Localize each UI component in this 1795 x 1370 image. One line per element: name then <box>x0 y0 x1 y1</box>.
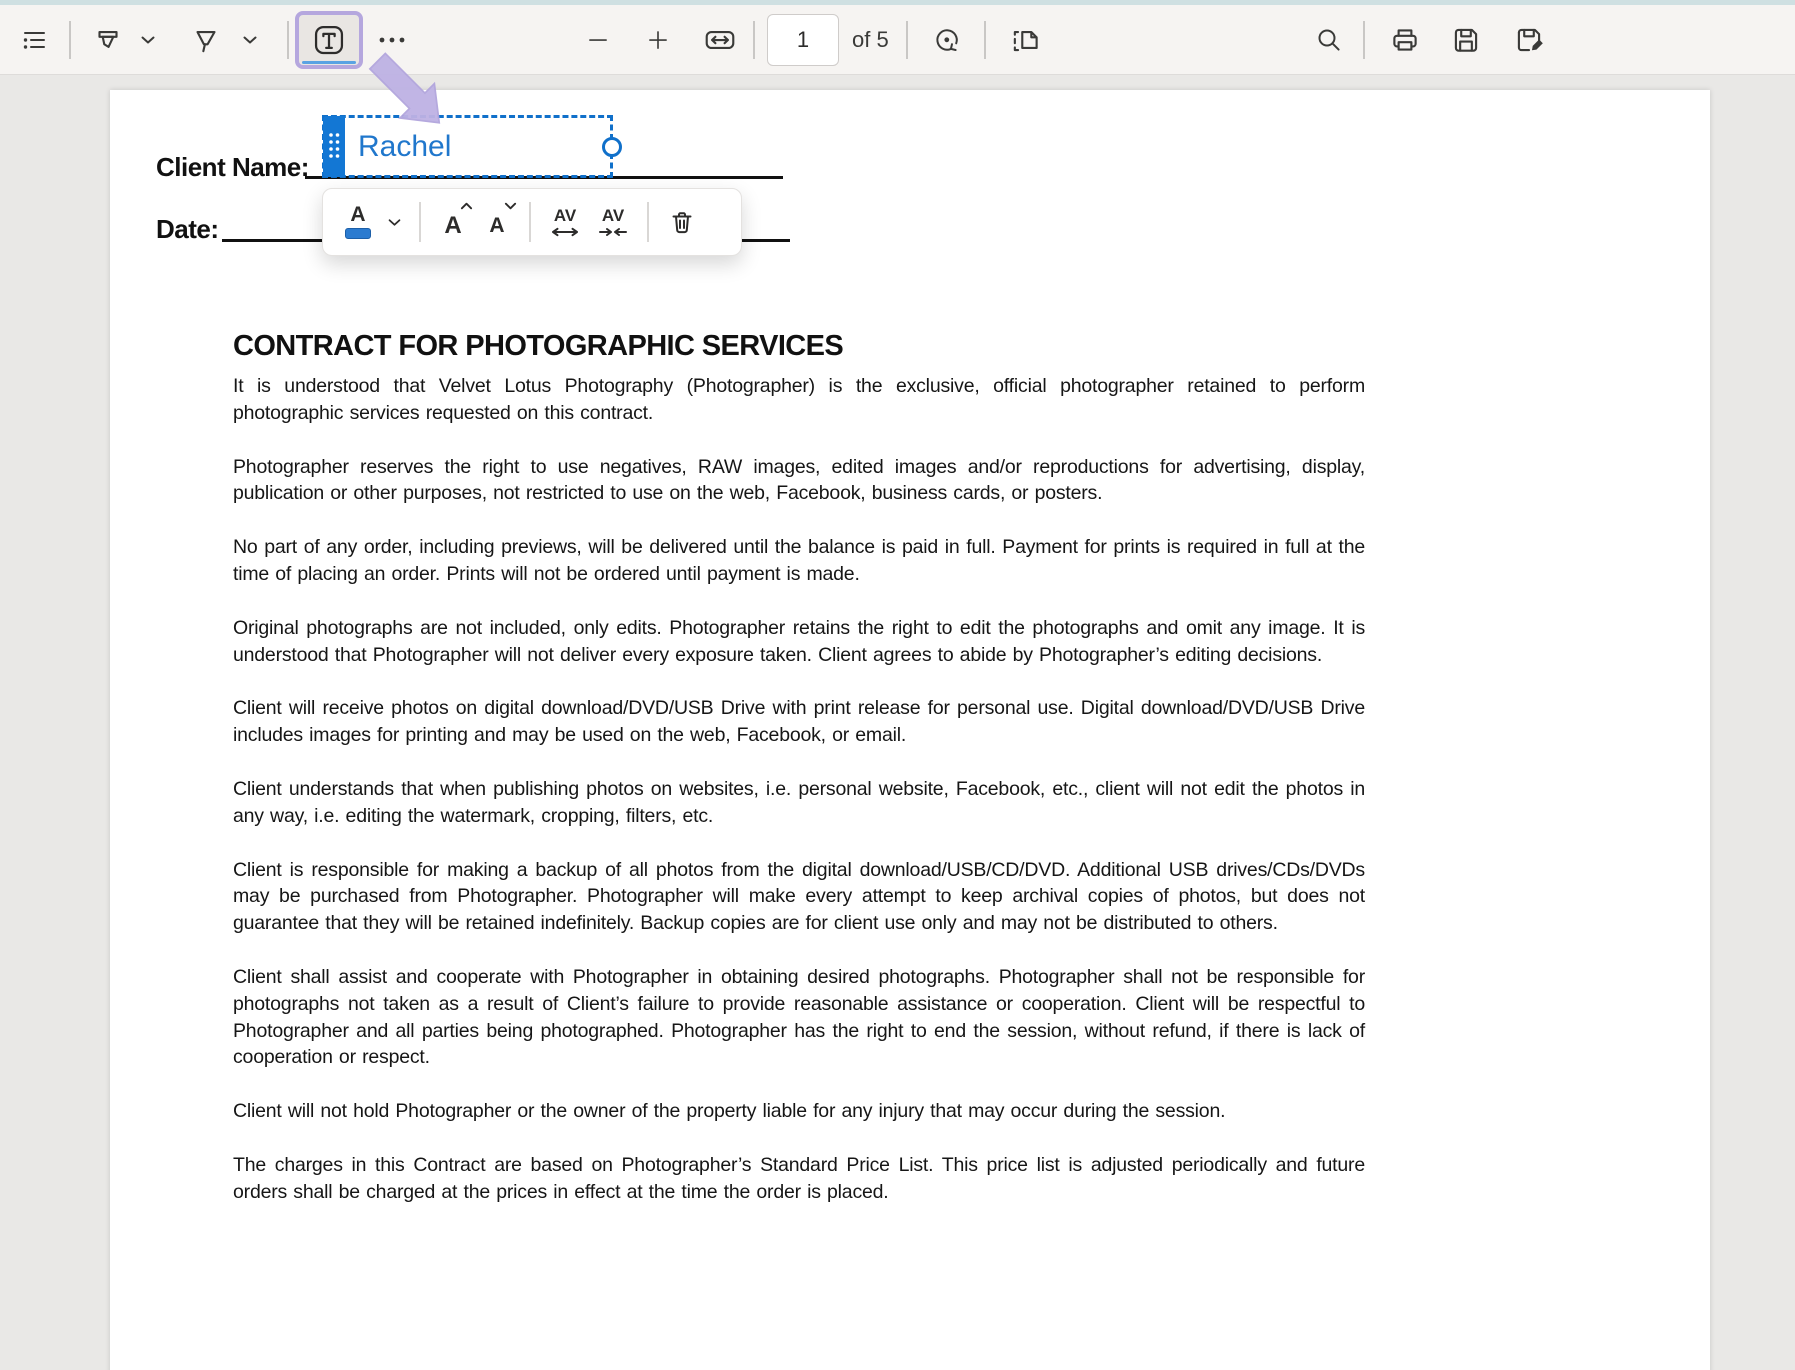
pdf-toolbar <box>0 5 1795 75</box>
delete-textbox-button[interactable] <box>659 196 705 248</box>
contract-paragraph: Client shall assist and cooperate with Photographer in obtaining desired photographs. Photographer shall not be responsible for photographs not taken as a result of Client’s failure to provide reasonable assistance or cooperation. Client will be respectful to Photographer and all parties being photographed. Photographer has the right to end the session, without refund, if there is lack of cooperation or respect. <box>233 965 1365 1069</box>
save-as-icon <box>1512 23 1546 57</box>
contract-paragraph: Original photographs are not included, only edits. Photographer retains the right to edit the photographs and omit any image. It is understood that Photographer will not deliver every exposure taken. Client agrees to abide by Photographer’s editing decisions. <box>233 616 1365 666</box>
zoom-out-button[interactable] <box>578 16 618 64</box>
contract-paragraph: The charges in this Contract are based on Photographer’s Standard Price List. This price list is adjusted periodically and future orders shall be charged at the prices in effect at the time the order is placed. <box>233 1153 1365 1203</box>
toolbar-divider <box>1363 21 1365 59</box>
decrease-font-size-button[interactable] <box>475 196 519 248</box>
format-divider <box>647 202 649 242</box>
draw-pen-chevron[interactable] <box>134 16 162 64</box>
chevron-down-icon <box>387 218 402 227</box>
page-view-icon <box>1009 23 1043 57</box>
expand-letter-spacing-button[interactable] <box>541 196 589 248</box>
fit-width-icon <box>703 23 737 57</box>
client-name-label: Client Name: <box>156 152 309 182</box>
search-icon <box>1313 24 1345 56</box>
more-tools-button[interactable] <box>372 16 412 64</box>
font-color-letter: A <box>350 203 366 226</box>
contract-paragraph: It is understood that Velvet Lotus Photography (Photographer) is the exclusive, official photographer retained to perform photographic services requested on this contract. <box>233 375 1365 424</box>
decrease-font-letter: A <box>489 214 505 237</box>
font-color-chevron[interactable] <box>379 196 409 248</box>
font-color-button[interactable] <box>337 196 379 248</box>
selected-tool-indicator <box>302 61 356 64</box>
toolbar-divider <box>287 21 289 59</box>
increase-font-letter: A <box>444 212 462 239</box>
pen-icon <box>91 23 125 57</box>
contract-paragraph: Photographer reserves the right to use negatives, RAW images, edited images and/or reproductions for advertising, display, publication or other purposes, not restricted to use on the web, Facebook, business cards, or posters. <box>233 455 1365 505</box>
page-view-button[interactable] <box>1004 16 1048 64</box>
date-label: Date: <box>156 214 219 244</box>
highlighter-chevron[interactable] <box>236 16 264 64</box>
contents-button[interactable] <box>12 16 56 64</box>
contract-body <box>233 330 1365 1233</box>
caret-up-icon <box>460 202 473 210</box>
toolbar-divider <box>984 21 986 59</box>
condense-spacing-letters: AV <box>601 205 625 225</box>
rotate-icon <box>931 24 963 56</box>
caret-down-icon <box>504 202 517 210</box>
arrows-expand-icon <box>550 227 580 237</box>
chevron-down-icon <box>242 35 258 45</box>
rotate-button[interactable] <box>926 16 968 64</box>
contract-paragraph: Client will not hold Photographer or the owner of the property liable for any injury that may occur during the session. <box>233 1100 1226 1123</box>
draw-pen-button[interactable] <box>86 16 130 64</box>
highlighter-button[interactable] <box>184 16 228 64</box>
zoom-in-button[interactable] <box>638 16 678 64</box>
trash-icon <box>666 206 698 238</box>
format-divider <box>419 202 421 242</box>
grip-dots-icon <box>323 116 345 175</box>
toolbar-divider <box>906 21 908 59</box>
condense-letter-spacing-button[interactable] <box>589 196 637 248</box>
textbox-drag-handle[interactable] <box>323 116 345 177</box>
textbox-resize-handle[interactable] <box>602 137 622 157</box>
text-box-icon <box>311 22 347 58</box>
save-as-button[interactable] <box>1507 16 1551 64</box>
highlighter-icon <box>189 23 223 57</box>
plus-icon <box>645 27 671 53</box>
textbox-text[interactable]: Rachel <box>358 130 452 163</box>
toolbar-divider <box>69 21 71 59</box>
document-canvas <box>0 75 1795 1370</box>
font-color-swatch <box>345 228 371 239</box>
contract-title: CONTRACT FOR PHOTOGRAPHIC SERVICES <box>233 330 844 362</box>
increase-font-size-button[interactable] <box>431 196 475 248</box>
save-icon <box>1449 23 1483 57</box>
table-of-contents-icon <box>18 24 50 56</box>
fit-to-width-button[interactable] <box>698 16 742 64</box>
format-divider <box>529 202 531 242</box>
chevron-down-icon <box>140 35 156 45</box>
ellipsis-icon <box>378 36 406 44</box>
print-button[interactable] <box>1383 16 1427 64</box>
expand-spacing-letters: AV <box>553 205 577 225</box>
add-text-tool-button[interactable] <box>295 11 363 69</box>
contract-paragraph: Client will receive photos on digital download/DVD/USB Drive with print release for personal use. Digital download/DVD/USB Drive includes images for printing and may be used on the web, Facebook, or email. <box>233 697 1365 747</box>
annotation-textbox[interactable] <box>322 115 613 178</box>
arrows-condense-icon <box>598 227 628 237</box>
toolbar-divider <box>753 21 755 59</box>
minus-icon <box>585 27 611 53</box>
page-number-input[interactable] <box>767 14 839 66</box>
save-button[interactable] <box>1444 16 1488 64</box>
pdf-page <box>110 90 1710 1370</box>
print-icon <box>1388 23 1422 57</box>
search-button[interactable] <box>1307 16 1351 64</box>
contract-paragraph: Client understands that when publishing photos on websites, i.e. personal website, Facebook, etc., client will not edit the photos in any way, i.e. editing the watermark, cropping, filters, etc. <box>233 777 1365 827</box>
page-count-label: of 5 <box>852 27 889 52</box>
contract-paragraph: No part of any order, including previews, will be delivered until the balance is paid in full. Payment for prints is required in full at the time of placing an order. Prints will not be ordered until payment is made. <box>233 536 1365 585</box>
text-format-toolbar <box>322 188 742 256</box>
contract-paragraph: Client is responsible for making a backup of all photos from the digital download/USB/CD/DVD. Additional USB drives/CDs/DVDs may be purchased from Photographer. Photographer will make every attempt to keep archival copies of photos, but does not guarantee that they will be retained indefinitely. Backup copies are for client use only and may not be distributed to others. <box>233 858 1365 935</box>
